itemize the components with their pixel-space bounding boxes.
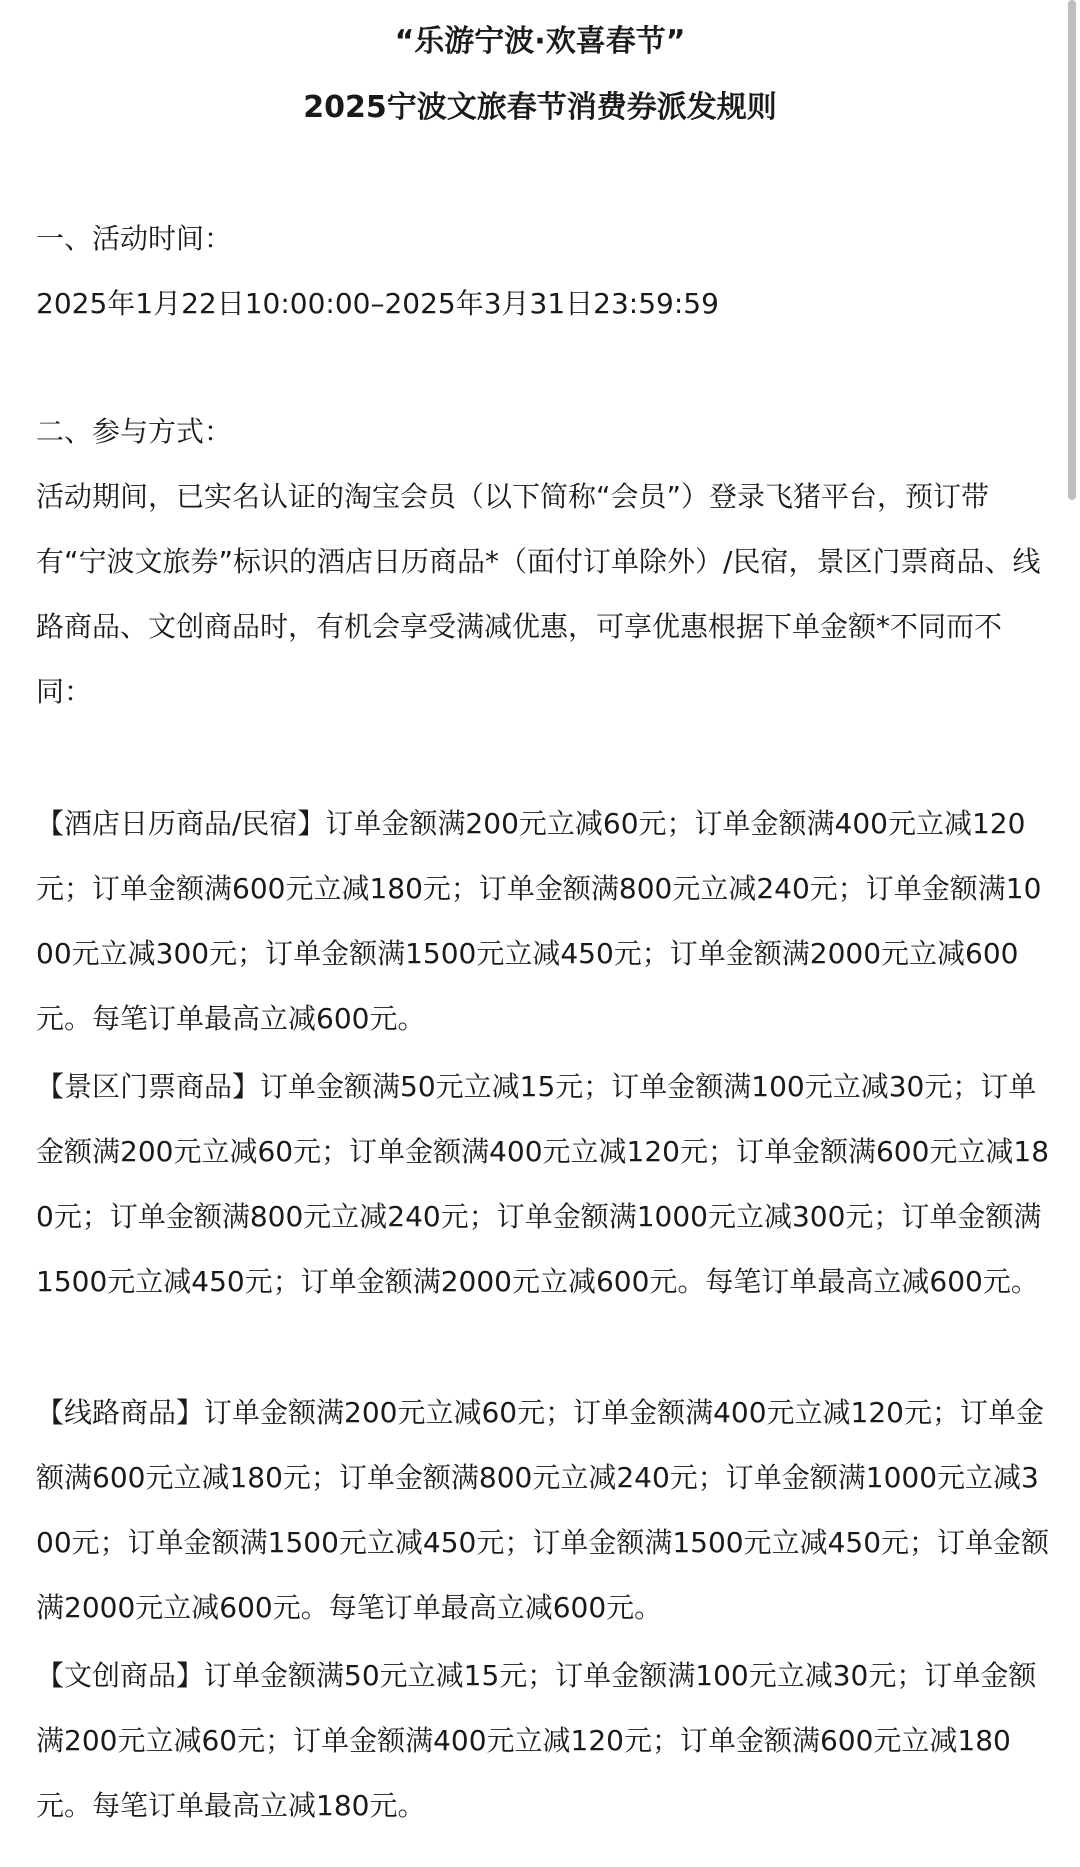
document-title: “乐游宁波·欢喜春节” xyxy=(394,24,686,59)
rule-route: 【线路商品】订单金额满200元立减60元；订单金额满400元立减120元；订单金额满600元立减180元；订单金额满800元立减240元；订单金额满1000元立减300元；订单金额满1500元立减450元；订单金额满1500元立减450元；订单金额满2000元立减600元。每笔订单最高立减600元。 xyxy=(36,1396,1050,1624)
rule-hotel: 【酒店日历商品/民宿】订单金额满200元立减60元；订单金额满400元立减120元；订单金额满600元立减180元；订单金额满800元立减240元；订单金额满1000元立减300元；订单金额满1500元立减450元；订单金额满2000元立减600元。每笔订单最高立减600元。 xyxy=(36,807,1042,1035)
section-time-value: 2025年1月22日10:00:00–2025年3月31日23:59:59 xyxy=(36,287,719,320)
section-time-heading: 一、活动时间： xyxy=(36,222,233,255)
rule-scenic: 【景区门票商品】订单金额满50元立减15元；订单金额满100元立减30元；订单金额满200元立减60元；订单金额满400元立减120元；订单金额满600元立减180元；订单金额满800元立减240元；订单金额满1000元立减300元；订单金额满1500元立减450元；订单金额满2000元立减600元。每笔订单最高立减600元。 xyxy=(36,1070,1050,1298)
rule-creative: 【文创商品】订单金额满50元立减15元；订单金额满100元立减30元；订单金额满200元立减60元；订单金额满400元立减120元；订单金额满600元立减180元。每笔订单最高立减180元。 xyxy=(36,1659,1037,1822)
section-participation-intro: 活动期间，已实名认证的淘宝会员（以下简称“会员”）登录飞猪平台，预订带有“宁波文旅券”标识的酒店日历商品*（面付订单除外）/民宿，景区门票商品、线路商品、文创商品时，有机会享受满减优惠，可享优惠根据下单金额*不同而不同： xyxy=(36,480,1041,708)
scrollbar[interactable] xyxy=(1068,0,1076,500)
section-participation-heading: 二、参与方式： xyxy=(36,415,233,448)
document-subtitle: 2025宁波文旅春节消费券派发规则 xyxy=(303,90,777,125)
